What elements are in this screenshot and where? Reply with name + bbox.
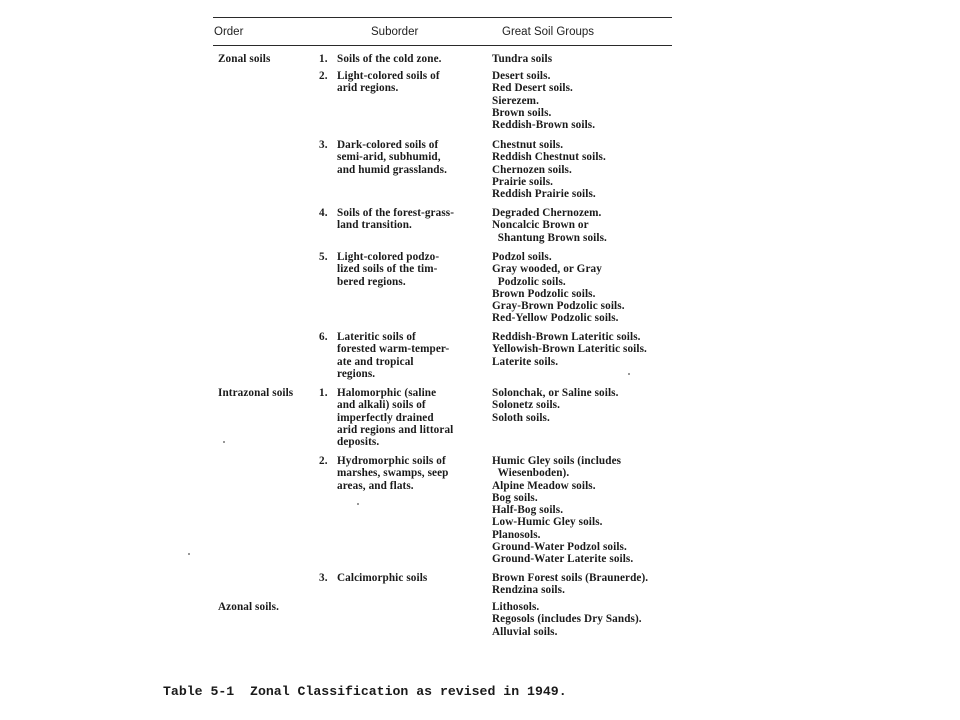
suborder-text: Light-colored soils of arid regions.	[337, 70, 440, 95]
soil-groups: Humic Gley soils (includes Wiesenboden). Alpine Meadow soils. Bog soils. Half-Bog soils. Low-Humic Gley soils. Planosols. Ground-Water Podzol soils. Ground-Water Laterite soils.	[492, 455, 634, 566]
soil-groups: Tundra soils	[492, 53, 553, 65]
suborder-text: Soils of the forest-grass- land transition.	[337, 207, 455, 232]
scan-speck	[628, 373, 630, 375]
suborder-number: 1.	[319, 387, 328, 399]
suborder-text: Light-colored podzo- lized soils of the tim- bered regions.	[337, 251, 440, 288]
table-caption: Table 5-1 Zonal Classification as revised in 1949.	[163, 684, 567, 699]
suborder-number: 2.	[319, 455, 328, 467]
scan-speck	[357, 503, 359, 505]
suborder-number: 3.	[319, 139, 328, 151]
soil-groups: Degraded Chernozem. Noncalcic Brown or Shantung Brown soils.	[492, 207, 607, 244]
suborder-number: 3.	[319, 572, 328, 584]
soil-groups: Brown Forest soils (Braunerde). Rendzina soils.	[492, 572, 649, 597]
scan-speck	[188, 553, 190, 555]
order-intrazonal: Intrazonal soils	[218, 387, 294, 399]
table-top-rule	[213, 17, 672, 18]
suborder-number: 6.	[319, 331, 328, 343]
scan-speck	[223, 441, 225, 443]
soil-groups: Desert soils. Red Desert soils. Sierezem. Brown soils. Reddish-Brown soils.	[492, 70, 596, 132]
header-great-soil-groups: Great Soil Groups	[502, 26, 595, 38]
suborder-number: 1.	[319, 53, 328, 65]
suborder-text: Soils of the cold zone.	[337, 53, 442, 65]
header-suborder: Suborder	[371, 26, 419, 38]
soil-groups: Podzol soils. Gray wooded, or Gray Podzolic soils. Brown Podzolic soils. Gray-Brown Podzolic soils. Red-Yellow Podzolic soils.	[492, 251, 625, 325]
suborder-text: Halomorphic (saline and alkali) soils of imperfectly drained arid regions and littoral deposits.	[337, 387, 454, 449]
soil-groups: Solonchak, or Saline soils. Solonetz soils. Soloth soils.	[492, 387, 619, 424]
soil-groups: Chestnut soils. Reddish Chestnut soils. Chernozen soils. Prairie soils. Reddish Prairie soils.	[492, 139, 606, 201]
suborder-number: 2.	[319, 70, 328, 82]
suborder-text: Hydromorphic soils of marshes, swamps, seep areas, and flats.	[337, 455, 449, 492]
suborder-number: 5.	[319, 251, 328, 263]
order-azonal: Azonal soils.	[218, 601, 279, 613]
soil-groups: Reddish-Brown Lateritic soils. Yellowish-Brown Lateritic soils. Laterite soils.	[492, 331, 647, 368]
header-order: Order	[214, 26, 244, 38]
table-header-rule	[213, 45, 672, 46]
suborder-text: Calcimorphic soils	[337, 572, 428, 584]
suborder-text: Lateritic soils of forested warm-temper- ate and tropical regions.	[337, 331, 450, 380]
order-zonal: Zonal soils	[218, 53, 271, 65]
suborder-text: Dark-colored soils of semi-arid, subhumid, and humid grasslands.	[337, 139, 447, 176]
suborder-number: 4.	[319, 207, 328, 219]
soil-groups: Lithosols. Regosols (includes Dry Sands). Alluvial soils.	[492, 601, 642, 638]
